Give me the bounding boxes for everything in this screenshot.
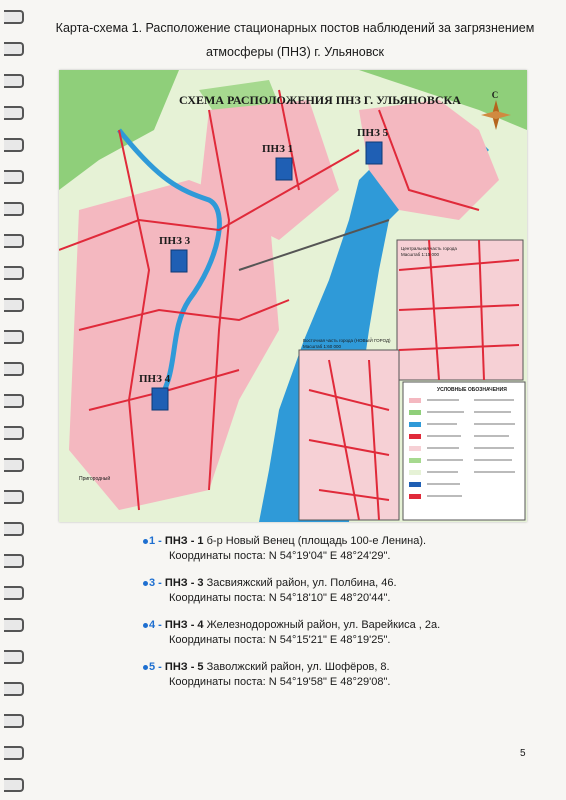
inset-center-scale: Масштаб 1:15 000 bbox=[401, 252, 440, 257]
map-title: СХЕМА РАСПОЛОЖЕНИЯ ПНЗ Г. УЛЬЯНОВСКА bbox=[179, 93, 461, 107]
post-name: ПНЗ - 5 bbox=[164, 661, 204, 673]
post-item bbox=[143, 660, 543, 690]
binding-ring bbox=[4, 42, 24, 56]
binding-ring bbox=[4, 426, 24, 440]
marker-pnz-1-icon bbox=[276, 158, 292, 180]
binding-ring bbox=[4, 234, 24, 248]
bullet-icon bbox=[143, 581, 148, 586]
inset-new-town-title: Восточная часть города (НОВЫЙ ГОРОД) bbox=[303, 338, 391, 343]
post-name: ПНЗ - 4 bbox=[164, 619, 204, 631]
post-name: ПНЗ - 1 bbox=[164, 535, 204, 547]
post-address: б-р Новый Венец (площадь 100-е Ленина). bbox=[206, 535, 427, 547]
marker-pnz-3-label: ПНЗ 3 bbox=[159, 235, 191, 247]
post-item bbox=[143, 534, 543, 564]
marker-pnz-3-icon bbox=[171, 250, 187, 272]
map-illustration bbox=[59, 70, 527, 522]
binding-ring bbox=[4, 778, 24, 792]
binding-ring bbox=[4, 394, 24, 408]
binding-ring bbox=[4, 138, 24, 152]
post-item bbox=[143, 576, 543, 606]
binding-ring bbox=[4, 554, 24, 568]
binding-ring bbox=[4, 202, 24, 216]
binding-ring bbox=[4, 522, 24, 536]
post-address: Железнодорожный район, ул. Варейкиса , 2а. bbox=[206, 619, 441, 631]
post-number: 3 - bbox=[149, 577, 162, 589]
binding-ring bbox=[4, 330, 24, 344]
post-coordinates: Координаты поста: N 54°18'10" E 48°20'44". bbox=[169, 592, 391, 604]
post-coordinates: Координаты поста: N 54°19'04" E 48°24'29". bbox=[169, 550, 391, 562]
post-address: Засвияжский район, ул. Полбина, 46. bbox=[206, 577, 397, 589]
marker-pnz-5-label: ПНЗ 5 bbox=[357, 127, 389, 139]
binding-ring bbox=[4, 586, 24, 600]
compass-north-label: С bbox=[491, 90, 499, 100]
post-address: Заволжский район, ул. Шофёров, 8. bbox=[206, 661, 390, 673]
binding-ring bbox=[4, 74, 24, 88]
binding-ring bbox=[4, 746, 24, 760]
post-item bbox=[143, 618, 543, 648]
map-place-label: Пригородный bbox=[79, 476, 111, 482]
binding-ring bbox=[4, 266, 24, 280]
post-number: 1 - bbox=[149, 535, 162, 547]
page-number: 5 bbox=[520, 748, 526, 759]
post-coordinates: Координаты поста: N 54°19'58" E 48°29'08". bbox=[169, 676, 391, 688]
posts-list bbox=[143, 534, 543, 702]
binding-ring bbox=[4, 618, 24, 632]
binding-ring bbox=[4, 682, 24, 696]
map-legend-title: УСЛОВНЫЕ ОБОЗНАЧЕНИЯ bbox=[437, 387, 507, 393]
bullet-icon bbox=[143, 623, 148, 628]
binding-ring bbox=[4, 458, 24, 472]
inset-center-title: Центральная часть города bbox=[401, 246, 457, 251]
binding-ring bbox=[4, 298, 24, 312]
binding-ring bbox=[4, 650, 24, 664]
spiral-binding bbox=[0, 0, 30, 800]
city-map bbox=[59, 70, 527, 522]
inset-new-town-scale: Масштаб 1:60 000 bbox=[303, 344, 342, 349]
binding-ring bbox=[4, 362, 24, 376]
binding-ring bbox=[4, 10, 24, 24]
post-coordinates: Координаты поста: N 54°15'21" E 48°19'25". bbox=[169, 634, 391, 646]
binding-ring bbox=[4, 714, 24, 728]
binding-ring bbox=[4, 170, 24, 184]
document-title-line-1: Карта-схема 1. Расположение стационарных постов наблюдений за загрязнением bbox=[55, 21, 535, 35]
document-title-line-2: атмосферы (ПНЗ) г. Ульяновск bbox=[206, 45, 384, 59]
binding-ring bbox=[4, 106, 24, 120]
post-number: 4 - bbox=[149, 619, 162, 631]
post-number: 5 - bbox=[149, 661, 162, 673]
marker-pnz-4-label: ПНЗ 4 bbox=[139, 373, 171, 385]
bullet-icon bbox=[143, 665, 148, 670]
binding-ring bbox=[4, 490, 24, 504]
bullet-icon bbox=[143, 539, 148, 544]
marker-pnz-1-label: ПНЗ 1 bbox=[262, 143, 294, 155]
post-name: ПНЗ - 3 bbox=[164, 577, 204, 589]
marker-pnz-4-icon bbox=[152, 388, 168, 410]
marker-pnz-5-icon bbox=[366, 142, 382, 164]
map-legend-panel bbox=[403, 382, 525, 520]
